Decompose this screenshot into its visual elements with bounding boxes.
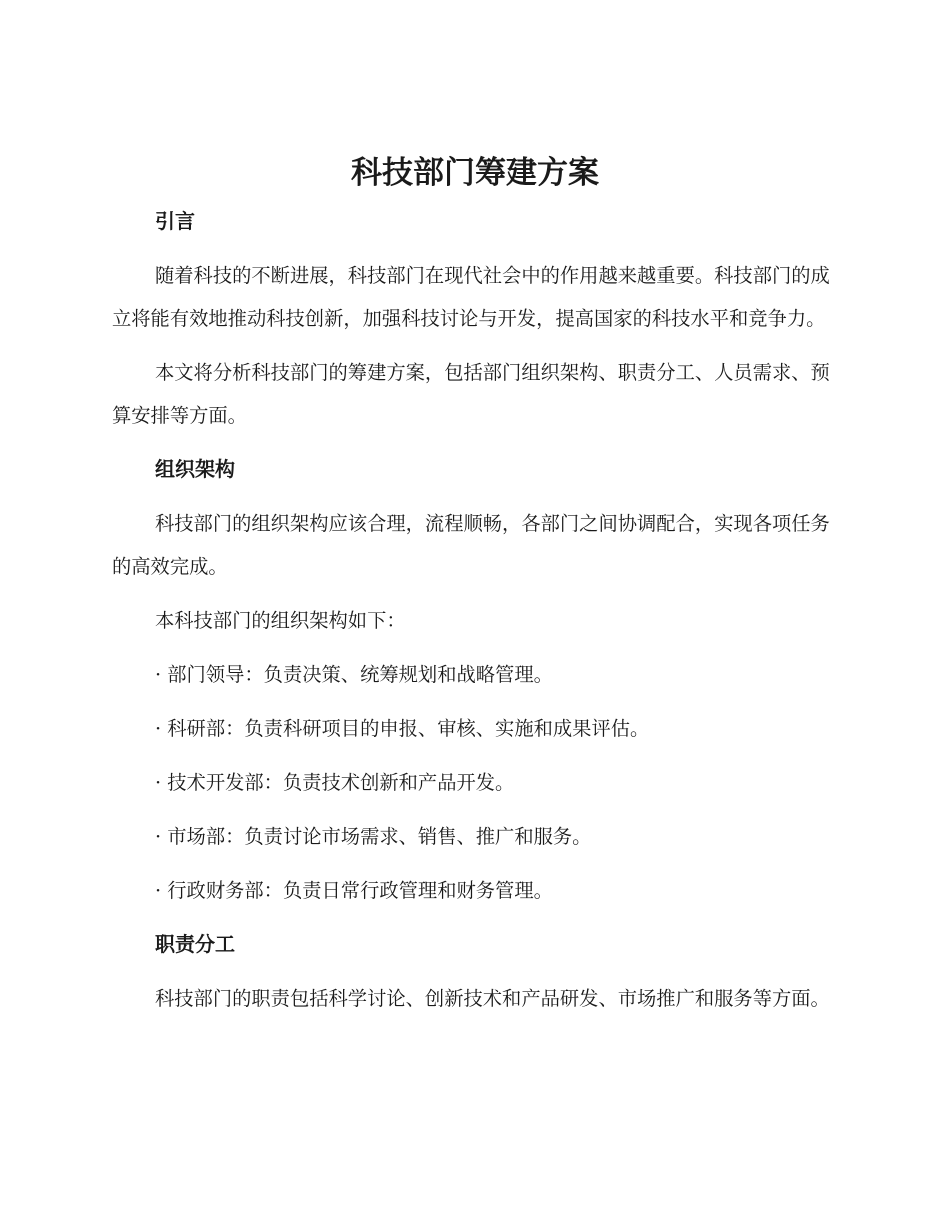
paragraph: 随着科技的不断进展，科技部门在现代社会中的作用越来越重要。科技部门的成立将能有效地推动科技创新，加强科技讨论与开发，提高国家的科技水平和竞争力。 bbox=[112, 264, 830, 330]
paragraph: 科技部门的组织架构应该合理，流程顺畅，各部门之间协调配合，实现各项任务的高效完成。 bbox=[112, 512, 830, 578]
bullet-item: · 科研部：负责科研项目的申报、审核、实施和成果评估。 bbox=[155, 717, 650, 740]
section-heading-organization: 组织架构 bbox=[155, 457, 235, 481]
document-body bbox=[112, 200, 832, 1031]
paragraph: 本文将分析科技部门的筹建方案，包括部门组织架构、职责分工、人员需求、预算安排等方面。 bbox=[112, 361, 830, 427]
section-heading-responsibilities: 职责分工 bbox=[155, 932, 235, 956]
bullet-item: · 技术开发部：负责技术创新和产品开发。 bbox=[155, 771, 515, 794]
bullet-item: · 部门领导：负责决策、统筹规划和战略管理。 bbox=[155, 663, 553, 686]
bullet-item: · 行政财务部：负责日常行政管理和财务管理。 bbox=[155, 879, 553, 902]
bullet-item: · 市场部：负责讨论市场需求、销售、推广和服务。 bbox=[155, 825, 592, 848]
document-title: 科技部门筹建方案 bbox=[351, 155, 599, 191]
paragraph: 本科技部门的组织架构如下： bbox=[155, 609, 406, 632]
paragraph: 科技部门的职责包括科学讨论、创新技术和产品研发、市场推广和服务等方面。 bbox=[155, 987, 830, 1010]
section-heading-introduction: 引言 bbox=[155, 209, 195, 233]
